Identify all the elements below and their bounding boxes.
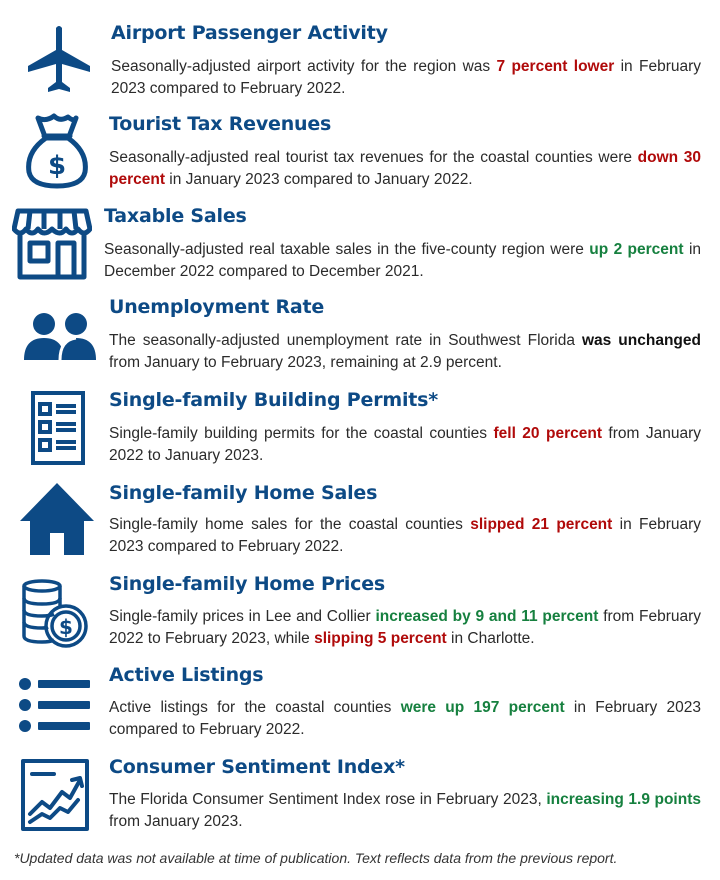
item-text: Single-family prices in Lee and Collier increased by 9 and 11 percent from February 2022 to February 2023, while slipping 5 percent in Charlotte. (109, 608, 702, 647)
house-icon (18, 481, 96, 557)
item-text: Seasonally-adjusted airport activity for the region was 7 percent lower in February 2023 compared to February 2022. (111, 58, 702, 97)
highlight-increase: up 2 percent (589, 241, 684, 258)
item-title: Tourist Tax Revenues (109, 113, 332, 135)
highlight-decrease: down 30 percent (109, 149, 701, 188)
highlight-decrease: slipped 21 percent (470, 516, 613, 533)
highlight-decrease: fell 20 percent (493, 425, 602, 442)
item-title: Active Listings (109, 664, 264, 686)
highlight-decrease: 7 percent lower (496, 58, 615, 75)
item-text: The Florida Consumer Sentiment Index rose in February 2023, increasing 1.9 points from January 2023. (109, 791, 701, 830)
highlight-increase: increasing 1.9 points (546, 791, 701, 808)
highlight-decrease: slipping 5 percent (314, 630, 447, 647)
svg-text:$: $ (47, 151, 67, 181)
item-title: Single-family Building Permits* (109, 389, 439, 411)
item-text: Active listings for the coastal counties were up 197 percent in February 2023 compared to February 2022. (109, 699, 701, 738)
footnote: *Updated data was not available at time of publication. Text reflects data from the previous report. (14, 850, 618, 866)
highlight-unchanged: was unchanged (582, 332, 701, 349)
trend-chart-icon (20, 758, 90, 832)
item-title: Taxable Sales (104, 205, 247, 227)
item-text: Single-family home sales for the coastal counties slipped 21 percent in February 2023 compared to February 2022. (109, 516, 702, 555)
checklist-icon (30, 390, 86, 466)
item-title: Single-family Home Sales (109, 482, 378, 504)
svg-text:$: $ (59, 615, 73, 639)
item-title: Airport Passenger Activity (111, 22, 388, 44)
money-bag-icon (24, 112, 90, 190)
item-text: The seasonally-adjusted unemployment rate in Southwest Florida was unchanged from January to February 2023, remaining at 2.9 percent. (109, 332, 701, 371)
item-title: Unemployment Rate (109, 296, 325, 318)
storefront-icon (12, 207, 92, 281)
item-title: Consumer Sentiment Index* (109, 756, 405, 778)
airplane-icon (26, 24, 92, 94)
item-text: Single-family building permits for the coastal counties fell 20 percent from January 2022 to January 2023. (109, 425, 701, 464)
list-icon (18, 676, 92, 734)
highlight-increase: were up 197 percent (400, 699, 565, 716)
item-text: Seasonally-adjusted real taxable sales in the five-county region were up 2 percent in December 2022 compared to December 2021. (104, 241, 702, 280)
coins-icon (20, 578, 92, 650)
people-icon (22, 310, 98, 362)
item-text: Seasonally-adjusted real tourist tax revenues for the coastal counties were down 30 percent in January 2023 compared to January 2022. (109, 149, 701, 188)
highlight-increase: increased by 9 and 11 percent (375, 608, 599, 625)
item-title: Single-family Home Prices (109, 573, 386, 595)
